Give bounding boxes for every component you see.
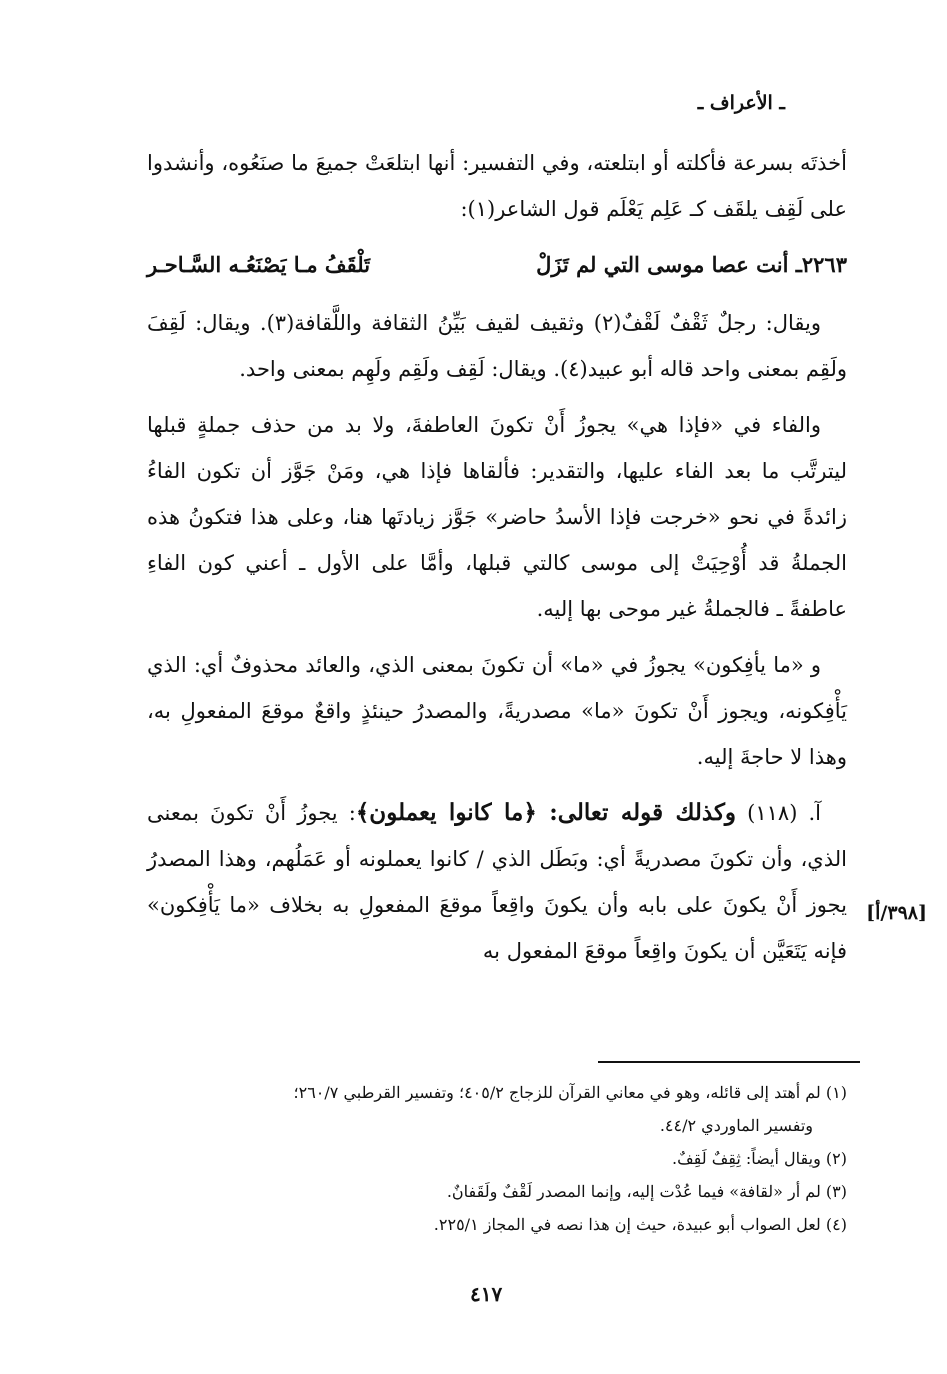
footnote-3 [147,1175,847,1208]
paragraph-5 [147,790,847,974]
footnote-text: ويقال أيضاً: ثِقِفٌ لَقِفٌ. [672,1149,821,1168]
footnote-number: (١) [825,1083,847,1102]
poetry-verse [147,242,847,288]
footnote-text: لم أهتد إلى قائله، وهو في معاني القرآن للزجاج ٤٠٥/٢؛ وتفسير القرطبي ٢٦٠/٧؛ [293,1083,821,1102]
footnote-number: (٢) [825,1149,847,1168]
running-header: ـ الأعراف ـ [697,92,785,114]
verse-reference: آ. (١١٨) [747,801,821,825]
footnote-2 [147,1142,847,1175]
footnote-separator [598,1061,860,1063]
paragraph-4: و «ما يأفِكون» يجوزُ في «ما» أن تكونَ بمعنى الذي، والعائد محذوفٌ أي: الذي يَأْفِكونه، ويجوز أَنْ تكونَ «ما» مصدريةً، والمصدرُ حينئذٍ واقعٌ موقعَ المفعولِ به، وهذا لا حاجةَ إليه. [147,653,847,769]
paragraph-3: والفاء في «فإذا هي» يجوزُ أَنْ تكونَ العاطفةَ، ولا بد من حذف جملةٍ قبلها ليترتَّب ما بعد الفاء عليها، والتقدير: فألقاها فإذا هي، ومَنْ جَوَّز أن تكون الفاءُ زائدةً في نحو «خرجت فإذا الأسدُ حاضر» جَوَّز زيادتَها هنا، وعلى هذا فتكونُ هذه الجملةُ قد أُوْحِيَتْ إلى موسى كالتي قبلها، وأمَّا على الأول ـ أعني كون الفاءِ عاطفةً ـ فالجملةُ غير موحى بها إليه. [147,413,847,621]
manuscript-folio-reference: [٣٩٨/أ] [866,902,927,924]
main-text [147,140,847,984]
footnote-1 [147,1076,847,1142]
footnote-text: لعل الصواب أبو عبيدة، حيث إن هذا نصه في المجاز ٢٢٥/١. [433,1215,821,1234]
verse-first-hemistich [536,242,847,288]
footnote-number: (٤) [825,1215,847,1234]
verse-first-text: أنت عصا موسى التي لم تَزَلْ [536,252,789,277]
verse-number: ٢٢٦٣ـ [795,252,847,277]
paragraph-2: ويقال: رجلٌ ثَقْفٌ لَقْفٌ(٢) وثقيف لقيف بَيِّنُ الثقافة واللَّقافة(٣). ويقال: لَقِفَ ولَقِم بمعنى واحد قاله أبو عبيد(٤). ويقال: لَقِف ولَقِم ولَهِم بمعنى واحد. [147,311,847,381]
verse-second-hemistich: تَلْقَفُ مـا يَصْنَعُـه السَّـاحـر [147,252,371,277]
footnote-4 [147,1208,847,1241]
quran-quote: وكذلك قوله تعالى: ﴿ما كانوا يعملون﴾ [355,799,737,826]
footnote-continuation: وتفسير الماوردي ٤٤/٢. [659,1116,813,1135]
page-number: ٤١٧ [470,1282,503,1306]
paragraph-5-text: : يجوزُ أَنْ تكونَ بمعنى الذي، وأن تكونَ مصدريةً أي: وبَطَل الذي / كانوا يعملونه أو عَمَلُهم، وهذا المصدرُ يجوز أَنْ يكونَ على بابه وأن يكونَ واقِعاً موقعَ المفعولِ به بخلاف «ما يَأْفِكون» فإنه يَتَعَيَّن أن يكونَ واقِعاً موقعَ المفعول به [147,801,847,963]
footnote-number: (٣) [825,1182,847,1201]
paragraph-1: أخذتَه بسرعة فأكلته أو ابتلعته، وفي التفسير: أنها ابتلعَتْ جميعَ ما صنَعُوه، وأنشدوا على لَقِف يلقَف كـ عَلِم يَعْلَم قول الشاعر(١): [147,151,847,221]
footnote-text: لم أر «لقافة» فيما عُدْت إليه، وإنما المصدر لَقْفٌ ولَقَفانٌ. [446,1182,821,1201]
footnotes [147,1076,847,1241]
